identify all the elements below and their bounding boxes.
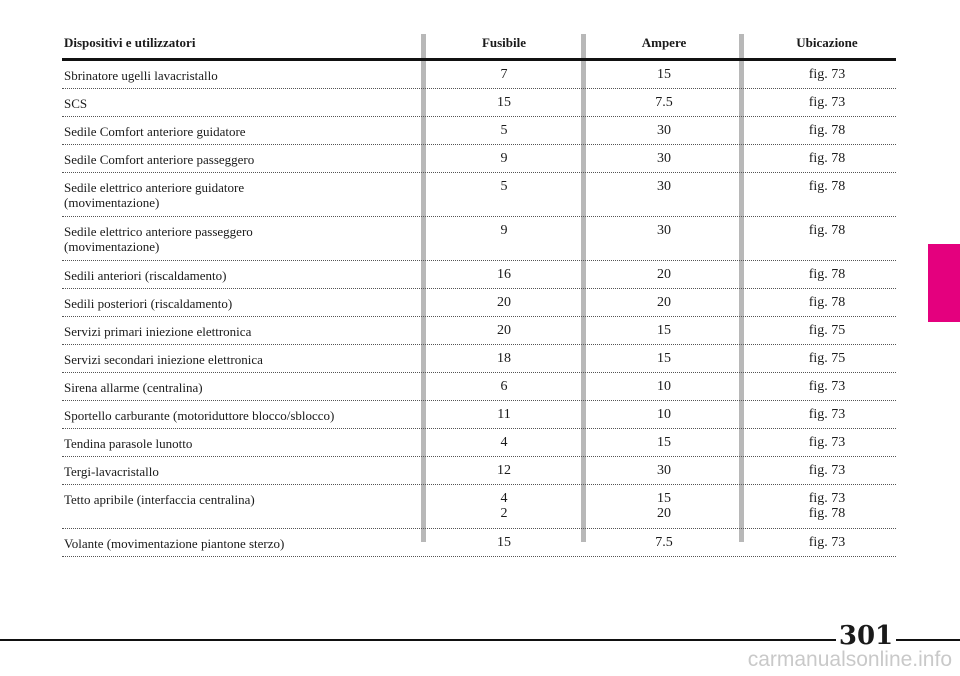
table-row bbox=[62, 401, 896, 429]
location-ref-cell bbox=[782, 323, 872, 338]
fuse-number-cell bbox=[466, 351, 542, 366]
fuse-number-cell bbox=[466, 491, 542, 521]
fuse-number-cell bbox=[466, 295, 542, 310]
device-name: Sportello carburante (motoriduttore blocco/sblocco) bbox=[64, 408, 335, 423]
amperage: 10 bbox=[657, 407, 671, 422]
device-name: Servizi primari iniezione elettronica bbox=[64, 324, 252, 339]
fuse-number-cell bbox=[466, 435, 542, 450]
amperage: 15 bbox=[657, 67, 671, 82]
table-row bbox=[62, 61, 896, 89]
fuse-number: 6 bbox=[500, 379, 508, 394]
page-rule-left bbox=[0, 639, 836, 641]
amperage-cell bbox=[624, 407, 704, 422]
fuse-number: 2 bbox=[500, 506, 508, 521]
amperage: 7.5 bbox=[655, 535, 673, 550]
device-name: Sedile elettrico anteriore guidatore (movimentazione) bbox=[64, 180, 245, 210]
location-ref-cell bbox=[782, 151, 872, 166]
location-ref: fig. 73 bbox=[808, 67, 846, 82]
fuse-number-cell bbox=[466, 67, 542, 82]
fuse-number: 15 bbox=[497, 95, 511, 110]
amperage-cell bbox=[624, 351, 704, 366]
fuse-number-cell bbox=[466, 223, 542, 238]
location-ref: fig. 78 bbox=[808, 295, 846, 310]
fuse-number-cell bbox=[466, 463, 542, 478]
fuse-number-cell bbox=[466, 123, 542, 138]
table-row bbox=[62, 317, 896, 345]
section-tab-marker bbox=[928, 244, 960, 322]
location-ref: fig. 73 bbox=[808, 407, 846, 422]
fuse-number: 9 bbox=[500, 223, 508, 238]
fuse-number: 20 bbox=[497, 323, 511, 338]
fuse-number-cell bbox=[466, 323, 542, 338]
fuse-number: 18 bbox=[497, 351, 511, 366]
fuse-number-cell bbox=[466, 95, 542, 110]
amperage-cell bbox=[624, 295, 704, 310]
table-row bbox=[62, 173, 896, 217]
amperage-cell bbox=[624, 223, 704, 238]
location-ref: fig. 75 bbox=[808, 323, 846, 338]
fuse-number: 15 bbox=[497, 535, 511, 550]
header-fuse: Fusibile bbox=[481, 35, 527, 50]
location-ref-cell bbox=[782, 95, 872, 110]
table-row bbox=[62, 485, 896, 529]
location-ref: fig. 78 bbox=[808, 123, 846, 138]
watermark: carmanualsonline.info bbox=[747, 648, 952, 671]
fuse-number-cell bbox=[466, 407, 542, 422]
location-ref-cell bbox=[782, 123, 872, 138]
location-ref: fig. 78 bbox=[808, 223, 846, 238]
location-ref: fig. 73 bbox=[808, 535, 846, 550]
table-header bbox=[62, 34, 896, 61]
header-devices: Dispositivi e utilizzatori bbox=[64, 35, 196, 50]
location-ref-cell bbox=[782, 267, 872, 282]
table-row bbox=[62, 289, 896, 317]
amperage: 20 bbox=[657, 506, 671, 521]
location-ref-cell bbox=[782, 491, 872, 521]
amperage: 20 bbox=[657, 267, 671, 282]
fuse-number: 9 bbox=[500, 151, 508, 166]
location-ref-cell bbox=[782, 179, 872, 194]
device-name: SCS bbox=[64, 96, 88, 111]
fuse-number-cell bbox=[466, 267, 542, 282]
table-row bbox=[62, 145, 896, 173]
device-name: Sedile Comfort anteriore guidatore bbox=[64, 124, 246, 139]
amperage-cell bbox=[624, 463, 704, 478]
fuse-number-cell bbox=[466, 151, 542, 166]
location-ref: fig. 73 bbox=[808, 491, 846, 506]
amperage: 20 bbox=[657, 295, 671, 310]
location-ref: fig. 73 bbox=[808, 379, 846, 394]
fuse-table bbox=[62, 34, 896, 557]
fuse-number-cell bbox=[466, 179, 542, 194]
amperage-cell bbox=[624, 67, 704, 82]
location-ref: fig. 78 bbox=[808, 506, 846, 521]
location-ref: fig. 78 bbox=[808, 151, 846, 166]
location-ref-cell bbox=[782, 407, 872, 422]
fuse-number: 11 bbox=[497, 407, 511, 422]
device-name: Sedili posteriori (riscaldamento) bbox=[64, 296, 233, 311]
amperage-cell bbox=[624, 435, 704, 450]
amperage: 7.5 bbox=[655, 95, 673, 110]
location-ref-cell bbox=[782, 67, 872, 82]
header-amps: Ampere bbox=[641, 35, 687, 50]
table-row bbox=[62, 89, 896, 117]
fuse-number: 12 bbox=[497, 463, 511, 478]
device-name: Sirena allarme (centralina) bbox=[64, 380, 203, 395]
table-row bbox=[62, 117, 896, 145]
amperage: 15 bbox=[657, 435, 671, 450]
fuse-number: 16 bbox=[497, 267, 511, 282]
device-name: Tendina parasole lunotto bbox=[64, 436, 193, 451]
amperage: 30 bbox=[657, 151, 671, 166]
device-name: Tergi-lavacristallo bbox=[64, 464, 159, 479]
fuse-number-cell bbox=[466, 535, 542, 550]
amperage: 30 bbox=[657, 463, 671, 478]
fuse-number: 20 bbox=[497, 295, 511, 310]
fuse-number: 5 bbox=[500, 179, 508, 194]
amperage: 15 bbox=[657, 323, 671, 338]
amperage: 30 bbox=[657, 179, 671, 194]
amperage-cell bbox=[624, 535, 704, 550]
table-row bbox=[62, 429, 896, 457]
table-row bbox=[62, 373, 896, 401]
table-body bbox=[62, 61, 896, 557]
amperage: 30 bbox=[657, 223, 671, 238]
amperage-cell bbox=[624, 123, 704, 138]
device-name: Sedili anteriori (riscaldamento) bbox=[64, 268, 227, 283]
fuse-number-cell bbox=[466, 379, 542, 394]
amperage: 30 bbox=[657, 123, 671, 138]
amperage-cell bbox=[624, 151, 704, 166]
location-ref: fig. 73 bbox=[808, 463, 846, 478]
amperage: 10 bbox=[657, 379, 671, 394]
fuse-number: 4 bbox=[500, 435, 508, 450]
device-name: Sedile elettrico anteriore passeggero (movimentazione) bbox=[64, 224, 253, 254]
location-ref: fig. 75 bbox=[808, 351, 846, 366]
device-name: Servizi secondari iniezione elettronica bbox=[64, 352, 263, 367]
amperage-cell bbox=[624, 379, 704, 394]
amperage-cell bbox=[624, 491, 704, 521]
amperage: 15 bbox=[657, 491, 671, 506]
table-row bbox=[62, 217, 896, 261]
table-row bbox=[62, 261, 896, 289]
location-ref: fig. 78 bbox=[808, 179, 846, 194]
location-ref-cell bbox=[782, 463, 872, 478]
page-rule-right bbox=[896, 639, 960, 641]
location-ref: fig. 73 bbox=[808, 95, 846, 110]
table-row bbox=[62, 345, 896, 373]
location-ref-cell bbox=[782, 379, 872, 394]
location-ref-cell bbox=[782, 535, 872, 550]
device-name: Volante (movimentazione piantone sterzo) bbox=[64, 536, 285, 551]
location-ref-cell bbox=[782, 351, 872, 366]
amperage-cell bbox=[624, 179, 704, 194]
header-location: Ubicazione bbox=[796, 35, 858, 50]
amperage-cell bbox=[624, 323, 704, 338]
table-row bbox=[62, 457, 896, 485]
fuse-number: 5 bbox=[500, 123, 508, 138]
page-number: 301 bbox=[838, 621, 894, 651]
table-row bbox=[62, 529, 896, 557]
device-name: Tetto apribile (interfaccia centralina) bbox=[64, 492, 255, 507]
device-name: Sedile Comfort anteriore passeggero bbox=[64, 152, 255, 167]
location-ref-cell bbox=[782, 435, 872, 450]
device-name: Sbrinatore ugelli lavacristallo bbox=[64, 68, 218, 83]
amperage-cell bbox=[624, 267, 704, 282]
location-ref: fig. 73 bbox=[808, 435, 846, 450]
location-ref-cell bbox=[782, 295, 872, 310]
fuse-number: 7 bbox=[500, 67, 508, 82]
amperage: 15 bbox=[657, 351, 671, 366]
fuse-number: 4 bbox=[500, 491, 508, 506]
location-ref: fig. 78 bbox=[808, 267, 846, 282]
amperage-cell bbox=[624, 95, 704, 110]
location-ref-cell bbox=[782, 223, 872, 238]
